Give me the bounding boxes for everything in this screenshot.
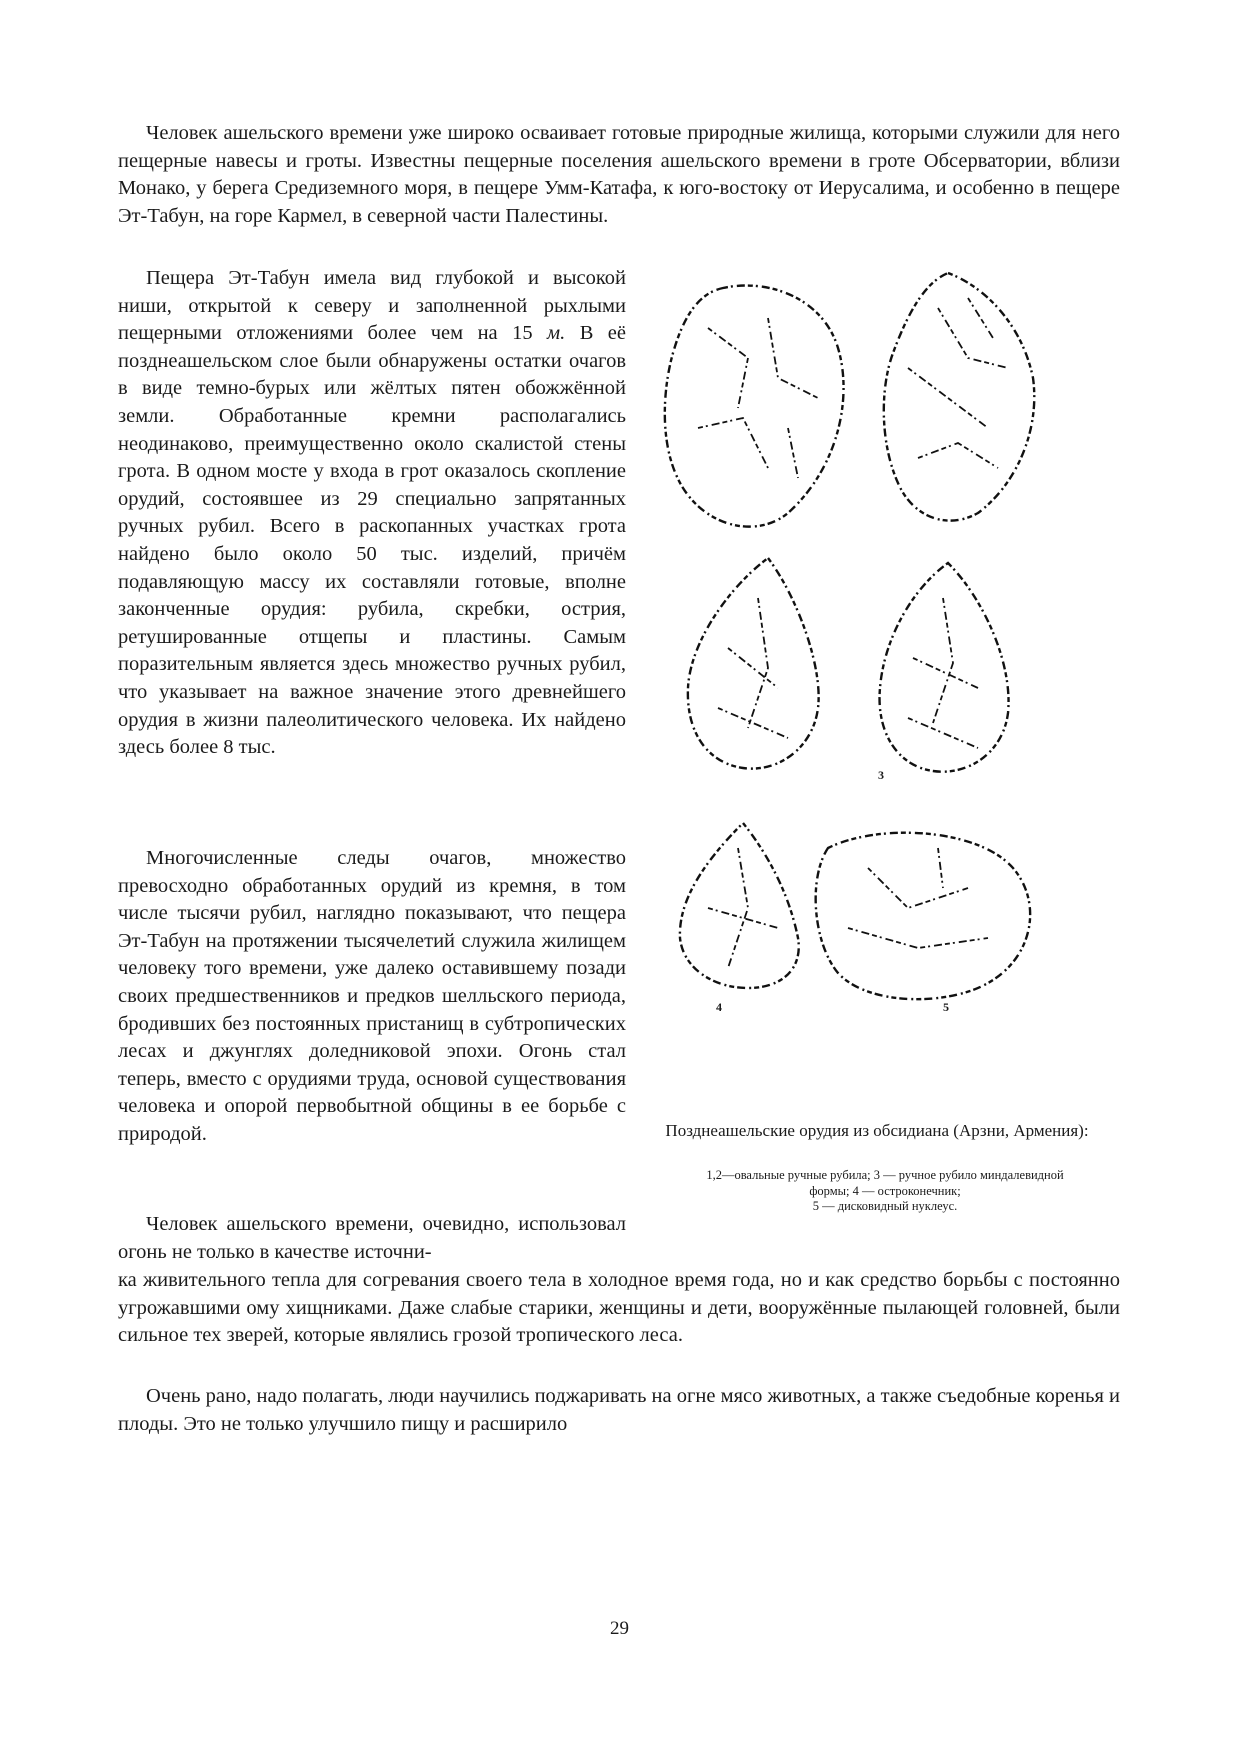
- stone-tools-drawing: [648, 268, 1106, 1098]
- paragraph-2: [118, 265, 626, 762]
- unit-meters: м.: [547, 322, 566, 345]
- paragraph-1: Человек ашельского времени уже широко осваивает готовые природные жилища, которыми служили для него пещерные навесы и гроты. Известны пещерные поселения ашельского времени в гроте Обсерватории, вблизи Монако, у берега Средиземного моря, в пещере Умм-Катафа, к юго-востоку от Иерусалима, и особенно в пещере Эт-Табун, на горе Кармел, в северной части Палестины.: [118, 122, 1120, 227]
- paragraph-3: Многочисленные следы очагов, множество превосходно обработанных орудий из кремня, в том числе тысячи рубил, наглядно показывают, что пещера Эт-Табун на протяжении тысячелетий служила жилищем человеку того времени, уже далеко оставившему позади своих предшественников и предков шелльского периода, бродивших без постоянных пристанищ в субтропических лесах и джунглях доледниковой эпохи. Огонь стал теперь, вместо с орудиями труда, основой существования человека и опорой первобытной общины в ее борьбе с природой.: [118, 847, 626, 1145]
- figure-label-4: 4: [716, 1000, 722, 1014]
- tool-4-facets: [708, 848, 778, 968]
- paragraph-2-start: Пещера Эт-Табун имела вид глубокой и высокой ниши, открытой к северу и заполненной рыхлыми пещерными отложениями более чем на 15: [118, 267, 626, 345]
- paragraph-4-continued: ка живительного тепла для согревания своего тела в холодное время года, но и как средство борьбы с постоянно угрожавшими ому хищниками. Даже слабые старики, женщины и дети, вооружённые пылающей головней, были сильное тех зверей, которые являлись грозой тропического леса.: [118, 1269, 1120, 1347]
- tool-2-facets: [908, 298, 1008, 468]
- tool-3a-outline: [688, 558, 819, 769]
- figure-caption-title: Позднеашельские орудия из обсидиана (Арзни, Армения):: [665, 1121, 1089, 1140]
- tool-5-facets: [848, 848, 988, 948]
- page-number: 29: [610, 1618, 629, 1639]
- figure-caption-line-2: формы; 4 — остроконечник;: [809, 1183, 961, 1198]
- paragraph-2-end: В её позднеашельском слое были обнаружены остатки очагов в виде темно-бурых или жёлтых пятен обожжённой земли. Обработанные кремни располагались неодинаково, преимущественно около скалистой стены грота. В одном мосте у входа в грот оказалось скопление орудий, состоявшее из 29 специально запрятанных ручных рубил. Всего в раскопанных участках грота найдено было около 50 тыс. изделий, причём подавляющую массу их составляли готовые, вполне законченные орудия: рубила, скребки, острия, ретушированные отщепы и пластины. Самым поразительным является здесь множество ручных рубил, что указывает на важное значение этого древнейшего орудия в жизни палеолитического человека. Их найдено здесь более 8 тыс.: [118, 322, 626, 759]
- paragraph-4-start: Человек ашельского времени, очевидно, использовал огонь не только в качестве источни-: [118, 1213, 626, 1263]
- paragraph-5: Очень рано, надо полагать, люди научились поджаривать на огне мясо животных, а также съедобные коренья и плоды. Это не только улучшило пищу и расширило: [118, 1385, 1120, 1435]
- tool-2-outline: [884, 273, 1034, 521]
- tool-5-outline: [816, 833, 1030, 999]
- tool-1-outline: [665, 286, 844, 527]
- figure-caption-line-3: 5 — дисковидный нуклеус.: [812, 1199, 958, 1213]
- tool-3b-outline: [880, 563, 1009, 772]
- figure-caption-legend: [640, 1168, 1130, 1215]
- tool-3a-facets: [718, 598, 788, 738]
- tool-4-outline: [680, 823, 799, 988]
- figure-label-3: 3: [878, 768, 884, 782]
- tool-1-facets: [698, 318, 818, 478]
- tool-3b-facets: [908, 598, 978, 748]
- figure-label-5: 5: [943, 1000, 949, 1014]
- stone-tools-figure: [648, 268, 1106, 1098]
- figure-caption-line-1: 1,2—овальные ручные рубила; 3 — ручное рубило миндалевидной: [706, 1168, 1064, 1182]
